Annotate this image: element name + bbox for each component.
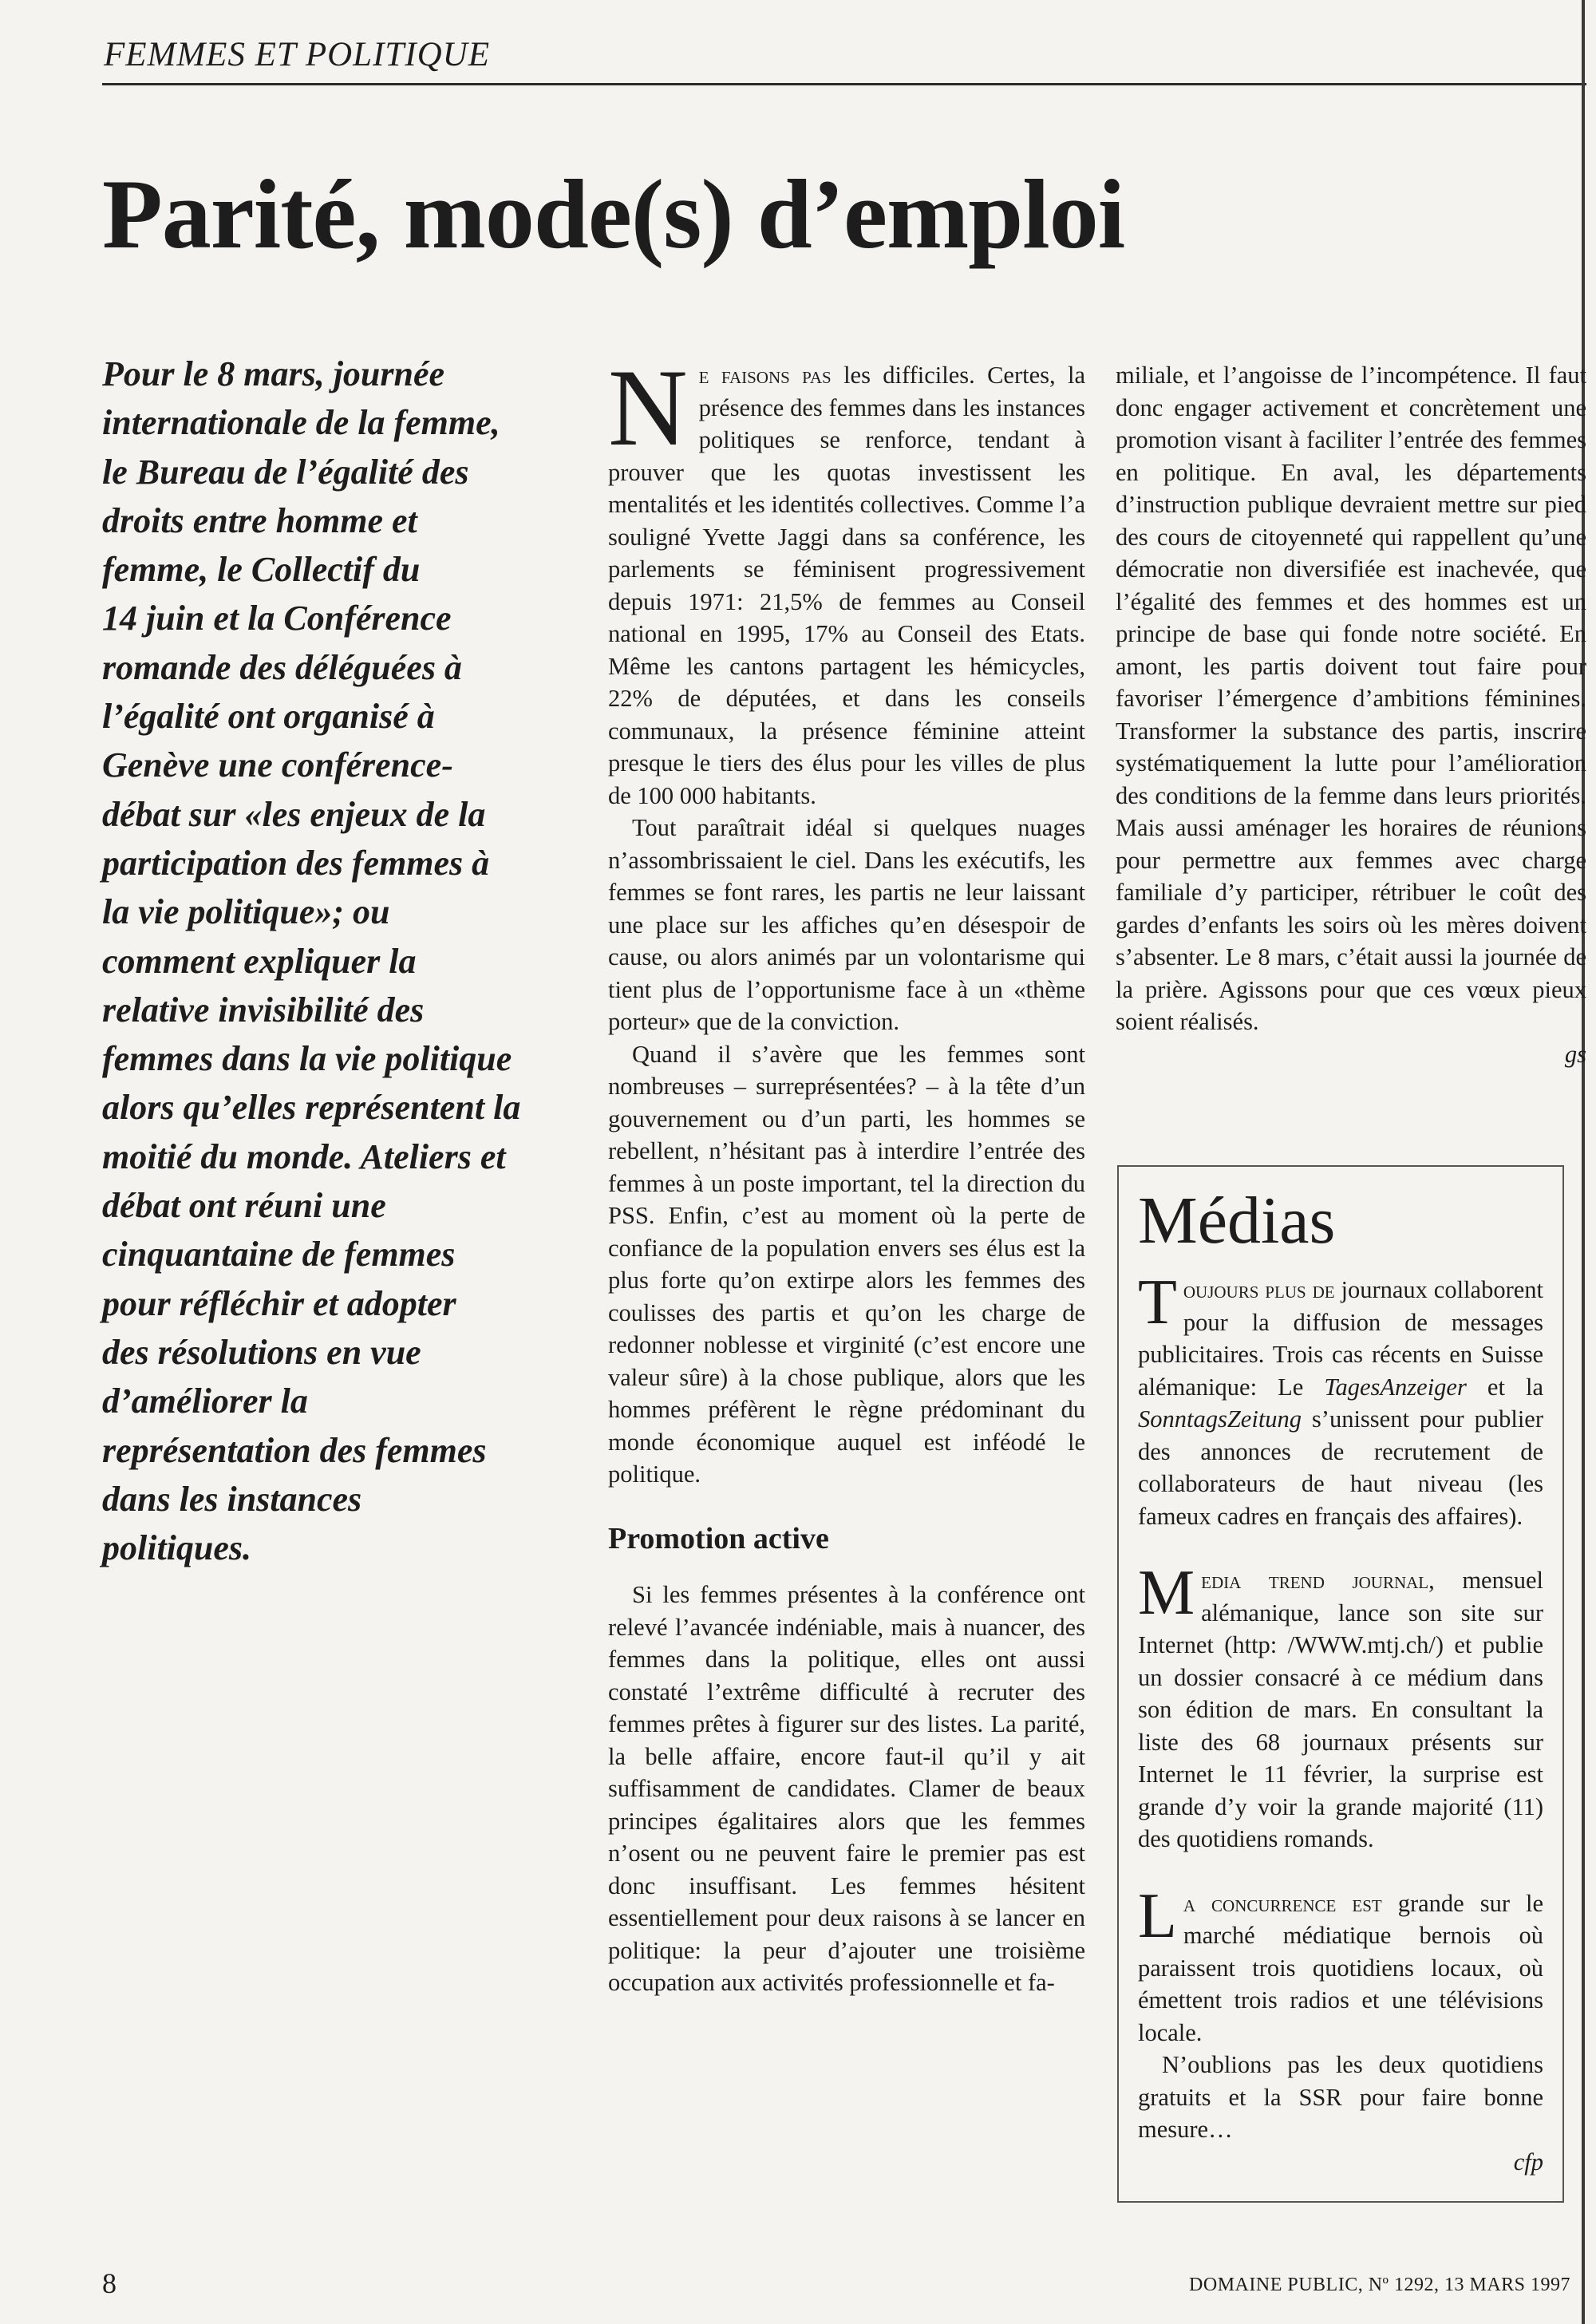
article-signature: gs (1564, 1040, 1586, 1068)
publication-info: DOMAINE PUBLIC, Nº 1292, 13 MARS 1997 (1189, 2275, 1570, 2295)
media-signature: cfp (1513, 2148, 1543, 2176)
media-item-text: et la (1466, 1373, 1543, 1401)
lead-smallcaps: e faisons pas (698, 362, 832, 389)
media-item-text: s’unissent pour publier des annonces de recrutement de collaborateurs de haut niveau (les fameux cadres en français des affaires). (1138, 1405, 1543, 1530)
article-paragraph-4-part-1: Si les femmes présentes à la conférence ont relevé l’avancée indéniable, mais à nuancer, des femmes dans la politique, elles ont aussi constaté l’extrême difficulté à recruter des femmes prêtes à figurer sur des listes. La parité, la belle affaire, encore faut-il qu’il y ait suffisamment de candidates. Clamer de beaux principes égalitaires alors que les femmes n’osent ou ne peuvent faire le premier pas est donc insuffisant. Les femmes hésitent essentiellement pour deux raisons à se lancer en politique: la peur d’ajouter une troisième occupation aux activités professionnelle et fa- (608, 1581, 1085, 1996)
article-title: Parité, mode(s) d’emploi (102, 160, 1125, 269)
page-edge (1582, 0, 1585, 2324)
drop-cap: N (608, 346, 688, 468)
article-paragraph-3: Quand il s’avère que les femmes sont nombreuses – surreprésentées? – à la tête d’un gouvernement ou d’un parti, les hommes se rebellent, n’hésitant pas à interdire l’entrée des femmes à un poste important, tel la direction du PSS. Enfin, c’est au moment où la perte de confiance de la population envers ses élus est la plus forte qu’on extirpe alors les femmes des coulisses des partis et qu’on les charge de redonner noblesse et virginité (c’est encore une valeur sûre) à la chose publique, alors que les hommes préfèrent le règne prédominant du monde économique auquel est inféodé le politique. (608, 1040, 1085, 1488)
article-intro: Pour le 8 mars, journée internationale de la femme, le Bureau de l’égalité des droits entre homme et femme, le Collectif du 14 juin et la Conférence romande des déléguées à l’égalité ont organisé à Genève une conférence- débat sur «les enjeux de la participation des femmes à la vie politique»; ou comment expliquer la relative invisibilité des femmes dans la vie politique alors qu’elles représentent la moitié du monde. Ateliers et débat ont réuni une cinquantaine de femmes pour réfléchir et adopter des résolutions en vue d’améliorer la représentation des femmes dans les instances politiques. (102, 354, 521, 1568)
media-drop-cap: L (1138, 1880, 1177, 1951)
article-paragraph-4-part-2: miliale, et l’angoisse de l’incompétence. Il faut donc engager activement et concrètement une promotion visant à faciliter l’entrée des femmes en politique. En aval, les départements d’instruction publique devraient mettre sur pied des cours de citoyenneté qui rappellent qu’une démocratie non diversifiée est inachevée, que l’égalité des femmes et des hommes est un principe de base qui fonde notre société. En amont, les partis doivent tout faire pour favoriser l’émergence d’ambitions féminines. Transformer la substance des partis, inscrire systématiquement la lutte pour l’amélioration des conditions de la femme dans leurs priorités. Mais aussi aménager les horaires de réunions pour permettre aux femmes avec charge familiale d’y participer, rétribuer le coût des gardes d’enfants les soirs où les mères doivent s’absenter. Le 8 mars, c’était aussi la journée de la prière. Agissons pour que ces vœux pieux soient réalisés. (1116, 362, 1586, 1035)
media-box (1117, 1165, 1564, 2203)
media-item-smallcaps: oujours plus de (1183, 1276, 1335, 1303)
media-item-1 (1138, 1267, 1543, 1532)
media-item-text: grande sur le marché médiatique bernois où paraissent trois quotidiens locaux, où émettent trois radios et une télévisions locale. (1138, 1889, 1543, 2046)
article-column-middle (608, 346, 1085, 2187)
section-label: FEMMES ET POLITIQUE (104, 36, 491, 73)
article-paragraph-2: Tout paraîtrait idéal si quelques nuages n’assombrissaient le ciel. Dans les exécutifs, les femmes se font rares, les partis ne leur laissant une place sur les affiches qu’en désespoir de cause, ou alors animés par un volontarisme qui tient plus de l’opportunisme face à un «thème porteur» que de la conviction. (608, 814, 1085, 1035)
paragraph-text: les difficiles. Certes, la présence des femmes dans les instances politiques se renforce, tendant à prouver que les quotas investissent les mentalités et les identités collectives. Comme l’a souligné Yvette Jaggi dans sa conférence, les parlements se féminisent progressivement depuis 1971: 21,5% de femmes au Conseil national en 1995, 17% au Conseil des Etats. Même les cantons partagent les hémicycles, 22% de députées, et dans les conseils communaux, la présence féminine atteint presque le tiers des élus pour les villes de plus de 100 000 habitants. (608, 362, 1085, 809)
media-drop-cap: M (1138, 1558, 1195, 1628)
media-publication-name: SonntagsZeitung (1138, 1405, 1302, 1433)
media-drop-cap: T (1138, 1267, 1177, 1338)
article-subhead: Promotion active (608, 1521, 829, 1555)
media-item-smallcaps: edia trend journal (1201, 1567, 1429, 1594)
media-item-text: , mensuel alémanique, lance son site sur Internet (http: /WWW.mtj.ch/) et publie un dossier consacré à ce médium dans son édition de mars. En consultant la liste des 68 journaux présents sur Internet le 11 février, la surprise est grande d’y voir la grande majorité (11) des quotidiens romands. (1138, 1567, 1543, 1852)
article-column-right (1116, 359, 1586, 1138)
article-paragraph-1 (608, 346, 1085, 812)
media-item-3 (1138, 1880, 1543, 2179)
media-item-2 (1138, 1558, 1543, 1856)
section-rule (102, 83, 1586, 85)
media-item-text: journaux collaborent pour la diffusion de messages publicitaires. Trois cas récents en Suisse alémanique: Le (1138, 1276, 1543, 1401)
page-number: 8 (102, 2267, 117, 2299)
media-title: Médias (1138, 1184, 1336, 1258)
media-item-smallcaps: a concurrence est (1183, 1889, 1382, 1917)
media-publication-name: TagesAnzeiger (1324, 1373, 1467, 1401)
media-item-3-paragraph-2: N’oublions pas les deux quotidiens gratuits et la SSR pour faire bonne mesure… (1138, 2051, 1543, 2143)
